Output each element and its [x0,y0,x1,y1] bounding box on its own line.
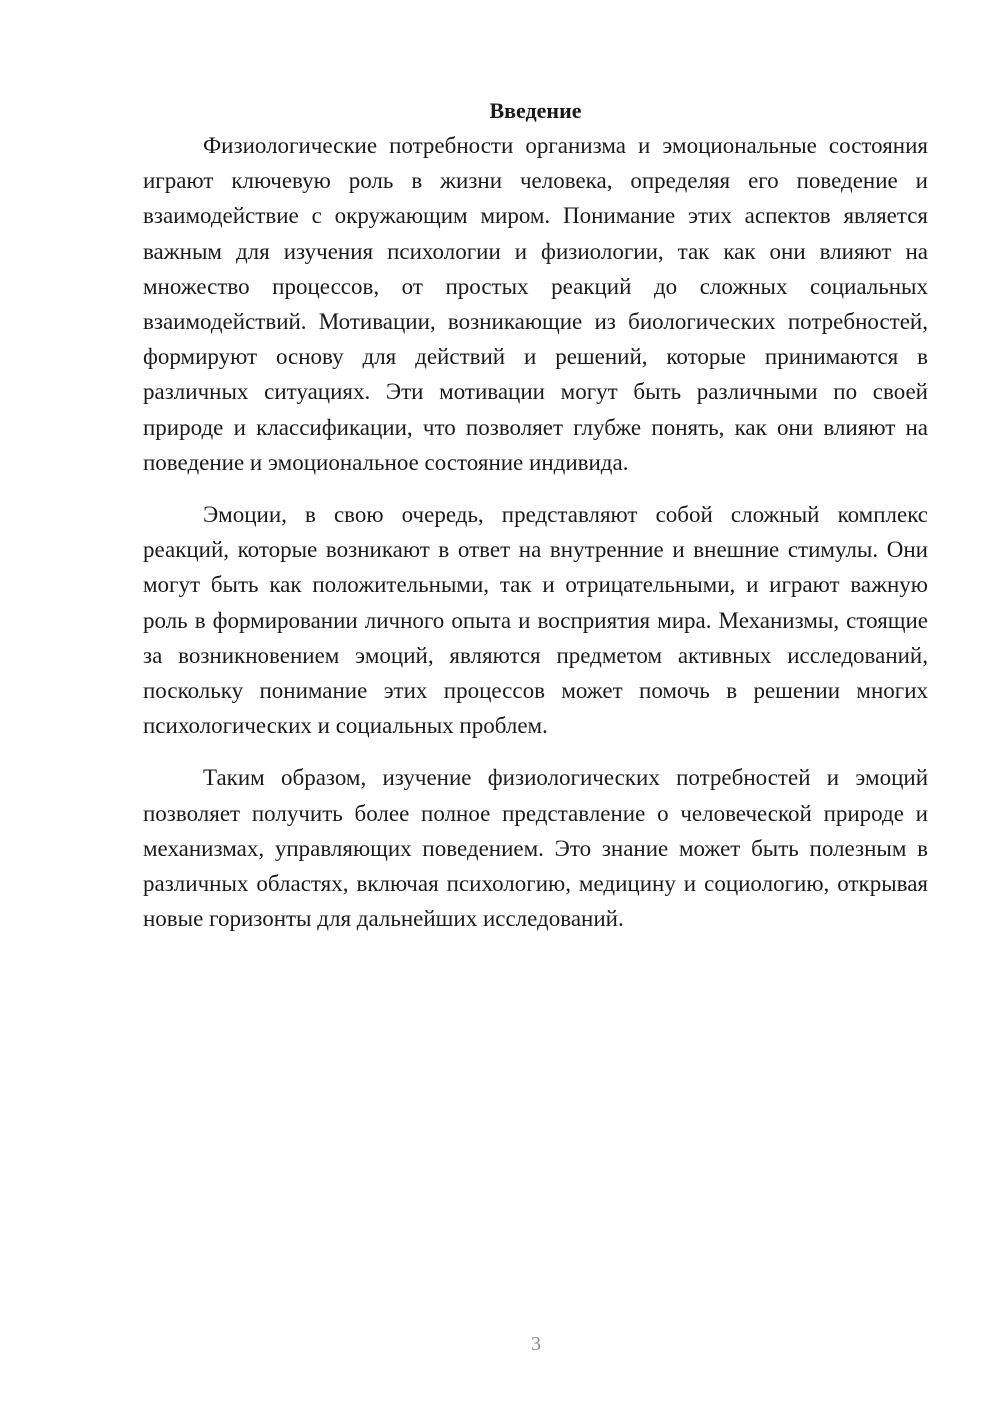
section-title: Введение [489,98,582,123]
paragraph-emotions: Эмоции, в свою очередь, представляют собой сложный комплекс реакций, которые возникают в ответ на внутренние и внешние стимулы. Они могут быть как положительными, так и отрицательными, и играют важную роль в формировании личного опыта и восприятия мира. Механизмы, стоящие за возникновением эмоций, являются предметом активных исследований, поскольку понимание этих процессов может помочь в решении многих психологических и социальных проблем. [143,502,928,739]
page-number: 3 [531,1333,541,1355]
paragraph-conclusion: Таким образом, изучение физиологических потребностей и эмоций позволяет получить более полное представление о человеческой природе и механизмах, управляющих поведением. Это знание может быть полезным в различных областях, включая психологию, медицину и социологию, открывая новые горизонты для дальнейших исследований. [143,765,928,932]
paragraph-intro: Физиологические потребности организма и эмоциональные состояния играют ключевую роль в жизни человека, определяя его поведение и взаимодействие с окружающим миром. Понимание этих аспектов является важным для изучения психологии и физиологии, так как они влияют на множество процессов, от простых реакций до сложных социальных взаимодействий. Мотивации, возникающие из биологических потребностей, формируют основу для действий и решений, которые принимаются в различных ситуациях. Эти мотивации могут быть различными по своей природе и классификации, что позволяет глубже понять, как они влияют на поведение и эмоциональное состояние индивида. [143,133,928,475]
page-content [143,95,928,936]
